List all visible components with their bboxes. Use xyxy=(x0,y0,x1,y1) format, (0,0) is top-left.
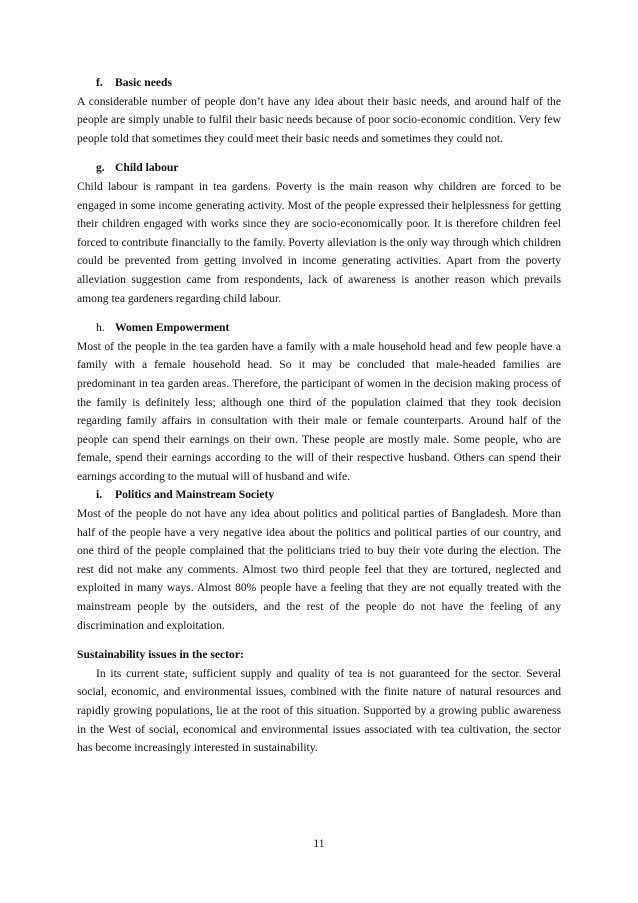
section-title: Child labour xyxy=(115,161,179,175)
heading-sustainability: Sustainability issues in the sector: xyxy=(77,648,244,662)
section-heading-basic-needs xyxy=(77,74,561,93)
document-page xyxy=(77,74,561,758)
section-heading-women-empowerment xyxy=(77,319,561,338)
section-title: Politics and Mainstream Society xyxy=(115,488,275,502)
paragraph-basic-needs: A considerable number of people don’t have any idea about their basic needs, and around half of the people are simply unable to fulfil their basic needs because of poor socio-economic condition. Very few people told that sometimes they could meet their basic needs and sometimes they could not. xyxy=(77,94,561,145)
page-number: 11 xyxy=(313,837,325,850)
section-heading-politics xyxy=(77,486,561,505)
paragraph-women-empowerment: Most of the people in the tea garden have a family with a male household head and few people have a family with a female household head. So it may be concluded that male-headed families are predominant in tea garden areas. Therefore, the participant of women in the decision making process of the family is definitely less; although one third of the population claimed that they took decision regarding family affairs in consultation with their male or female counterparts. Around half of the people can spend their earnings on their own. These people are mostly male. Some people, who are female, spend their earnings according to the will of their respective husband. Others can spend their earnings according to the mutual will of husband and wife. xyxy=(77,339,561,483)
paragraph-politics: Most of the people do not have any idea about politics and political parties of Bangladesh. More than half of the people have a very negative idea about the politics and political parties of our country, and one third of the people complained that the politicians tried to buy their vote during the election. The rest did not make any comments. Almost two third people feel that they are tortured, neglected and exploited in many ways. Almost 80% people have a feeling that they are not equally treated with the mainstream people by the outsiders, and the rest of the people do not have the feeling of any discrimination and exploitation. xyxy=(77,507,561,632)
spacer xyxy=(77,148,561,159)
section-marker: f. xyxy=(96,76,103,89)
section-marker: g. xyxy=(96,161,105,175)
spacer xyxy=(77,308,561,319)
section-title: Basic needs xyxy=(115,76,173,89)
spacer xyxy=(77,635,561,646)
section-heading-child-labour xyxy=(77,159,561,178)
section-marker: i. xyxy=(96,488,103,502)
section-title: Women Empowerment xyxy=(115,321,230,335)
paragraph-child-labour: Child labour is rampant in tea gardens. Poverty is the main reason why children are forced to be engaged in some income generating activity. Most of the people expressed their helplessness for getting their children engaged with works since they are socio-economically poor. It is therefore children feel forced to contribute financially to the family. Poverty alleviation is the only way through which children could be prevented from getting involved in income generating activities. Apart from the poverty alleviation suggestion came from respondents, lack of awareness is another reason which prevails among tea gardeners regarding child labour. xyxy=(77,179,561,305)
paragraph-sustainability: In its current state, sufficient supply and quality of tea is not guaranteed for the sector. Several social, economic, and environmental issues, combined with the finite nature of natural resources and rapidly growing populations, lie at the root of this situation. Supported by a growing public awareness in the West of social, economical and environmental issues associated with tea cultivation, the sector has become increasingly interested in sustainability. xyxy=(77,666,561,755)
section-marker: h. xyxy=(96,321,105,335)
